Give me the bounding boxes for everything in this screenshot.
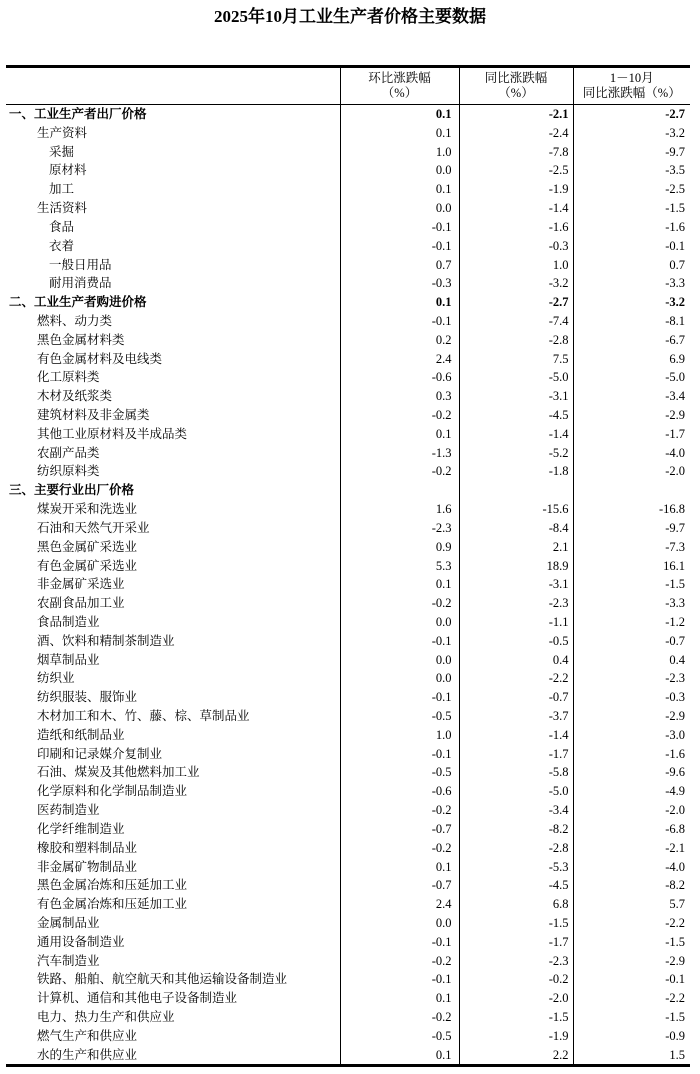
ytd-value: -4.0 [573, 858, 690, 877]
yoy-value: -2.7 [459, 293, 573, 312]
header-ytd-column [573, 67, 690, 105]
table-row [6, 387, 690, 406]
ytd-value: -0.7 [573, 632, 690, 651]
row-label: 采掘 [49, 144, 75, 159]
table-row [6, 161, 690, 180]
ytd-value: -2.9 [573, 952, 690, 971]
yoy-value: 2.1 [459, 538, 573, 557]
yoy-value: -4.5 [459, 876, 573, 895]
mom-value: 0.9 [340, 538, 459, 557]
table-row [6, 688, 690, 707]
mom-value: -0.2 [340, 462, 459, 481]
row-label: 通用设备制造业 [37, 934, 125, 949]
mom-value: -0.1 [340, 312, 459, 331]
mom-value: 2.4 [340, 350, 459, 369]
yoy-value: -1.4 [459, 425, 573, 444]
yoy-value: -2.3 [459, 594, 573, 613]
mom-value: -1.3 [340, 444, 459, 463]
table-row [6, 745, 690, 764]
ytd-value: -0.3 [573, 688, 690, 707]
table-row [6, 876, 690, 895]
row-label: 农副食品加工业 [37, 596, 125, 611]
yoy-value: 6.8 [459, 895, 573, 914]
ytd-value: -0.1 [573, 970, 690, 989]
row-label: 食品制造业 [37, 614, 100, 629]
row-label: 医药制造业 [37, 803, 100, 818]
ytd-value: -4.0 [573, 444, 690, 463]
yoy-value: -3.4 [459, 801, 573, 820]
ytd-value: 0.4 [573, 651, 690, 670]
yoy-value: -3.7 [459, 707, 573, 726]
yoy-value: -0.2 [459, 970, 573, 989]
table-row [6, 669, 690, 688]
header-ytd-line2: 同比涨跌幅（%） [582, 86, 681, 100]
ytd-value: -9.6 [573, 763, 690, 782]
header-mom-line2: （%） [381, 86, 418, 100]
table-row [6, 952, 690, 971]
table-body [6, 105, 690, 1066]
ytd-value: 0.7 [573, 256, 690, 275]
row-label: 黑色金属材料类 [37, 332, 125, 347]
table-row [6, 970, 690, 989]
yoy-value: -2.2 [459, 669, 573, 688]
yoy-value: -0.7 [459, 688, 573, 707]
row-label: 非金属矿物制品业 [37, 859, 138, 874]
table-row [6, 820, 690, 839]
table-row [6, 481, 690, 500]
yoy-value: -1.9 [459, 1027, 573, 1046]
ytd-value: -2.0 [573, 462, 690, 481]
row-label: 非金属矿采选业 [37, 577, 125, 592]
row-label: 汽车制造业 [37, 953, 100, 968]
ytd-value: 5.7 [573, 895, 690, 914]
ytd-value: -1.6 [573, 745, 690, 764]
mom-value: 0.1 [340, 858, 459, 877]
ytd-value: 1.5 [573, 1046, 690, 1066]
mom-value: 1.6 [340, 500, 459, 519]
ytd-value: -2.9 [573, 707, 690, 726]
row-label: 烟草制品业 [37, 652, 100, 667]
table-row [6, 425, 690, 444]
mom-value: -0.1 [340, 745, 459, 764]
table-row [6, 613, 690, 632]
yoy-value: 18.9 [459, 557, 573, 576]
yoy-value: -4.5 [459, 406, 573, 425]
mom-value: 0.1 [340, 1046, 459, 1066]
yoy-value: -1.4 [459, 199, 573, 218]
yoy-value: -1.5 [459, 1008, 573, 1027]
row-label: 纺织原料类 [37, 464, 100, 479]
ytd-value: -3.5 [573, 161, 690, 180]
ytd-value: -0.9 [573, 1027, 690, 1046]
table-row [6, 180, 690, 199]
yoy-value: -5.8 [459, 763, 573, 782]
row-label: 有色金属材料及电线类 [37, 351, 163, 366]
header-yoy-line2: （%） [498, 86, 534, 100]
row-label: 纺织服装、服饰业 [37, 690, 138, 705]
row-label: 印刷和记录媒介复制业 [37, 746, 163, 761]
table-row [6, 1046, 690, 1066]
yoy-value: 2.2 [459, 1046, 573, 1066]
yoy-value: -7.4 [459, 312, 573, 331]
mom-value: 0.0 [340, 669, 459, 688]
yoy-value: -5.0 [459, 782, 573, 801]
row-label: 三、主要行业出厂价格 [9, 483, 135, 498]
yoy-value: -7.8 [459, 143, 573, 162]
yoy-value: -5.2 [459, 444, 573, 463]
ytd-value: -1.5 [573, 575, 690, 594]
table-row [6, 858, 690, 877]
table-row [6, 256, 690, 275]
table-row [6, 312, 690, 331]
mom-value: 0.0 [340, 651, 459, 670]
ytd-value: -8.1 [573, 312, 690, 331]
row-label: 燃料、动力类 [37, 313, 113, 328]
mom-value: 1.0 [340, 726, 459, 745]
yoy-value: -15.6 [459, 500, 573, 519]
header-label-column [6, 67, 340, 105]
table-row [6, 575, 690, 594]
row-label: 一、工业生产者出厂价格 [9, 107, 147, 121]
row-label: 化工原料类 [37, 370, 100, 385]
ytd-value: 6.9 [573, 350, 690, 369]
row-label: 化学原料和化学制品制造业 [37, 784, 188, 799]
mom-value: -0.2 [340, 839, 459, 858]
mom-value: 0.0 [340, 161, 459, 180]
table-row [6, 801, 690, 820]
row-label: 黑色金属冶炼和压延加工业 [37, 878, 188, 893]
table-row [6, 557, 690, 576]
ytd-value: -2.2 [573, 914, 690, 933]
row-label: 木材加工和木、竹、藤、棕、草制品业 [37, 709, 250, 723]
yoy-value: -1.1 [459, 613, 573, 632]
ytd-value: -2.1 [573, 839, 690, 858]
mom-value [340, 481, 459, 500]
mom-value: -0.1 [340, 237, 459, 256]
mom-value: 0.1 [340, 180, 459, 199]
mom-value: 2.4 [340, 895, 459, 914]
table-row [6, 199, 690, 218]
yoy-value: -5.0 [459, 368, 573, 387]
row-label: 黑色金属矿采选业 [37, 539, 138, 554]
mom-value: 0.1 [340, 293, 459, 312]
row-label: 农副产品类 [37, 445, 100, 460]
ytd-value [573, 481, 690, 500]
mom-value: -0.3 [340, 274, 459, 293]
yoy-value: -2.3 [459, 952, 573, 971]
row-label: 原材料 [49, 163, 87, 178]
yoy-value: 1.0 [459, 256, 573, 275]
yoy-value [459, 481, 573, 500]
yoy-value: -2.0 [459, 989, 573, 1008]
ytd-value: -1.7 [573, 425, 690, 444]
ytd-value: -4.9 [573, 782, 690, 801]
row-label: 造纸和纸制品业 [37, 727, 125, 742]
mom-value: -0.5 [340, 707, 459, 726]
row-label: 耐用消费品 [49, 276, 112, 291]
table-row [6, 782, 690, 801]
row-label: 计算机、通信和其他电子设备制造业 [37, 991, 238, 1006]
table-row [6, 1008, 690, 1027]
table-row [6, 763, 690, 782]
mom-value: -0.7 [340, 876, 459, 895]
row-label: 生活资料 [37, 201, 88, 216]
row-label: 化学纤维制造业 [37, 821, 125, 836]
mom-value: -0.5 [340, 1027, 459, 1046]
yoy-value: -0.5 [459, 632, 573, 651]
ytd-value: -2.3 [573, 669, 690, 688]
row-label: 一般日用品 [49, 257, 112, 272]
yoy-value: -0.3 [459, 237, 573, 256]
row-label: 木材及纸浆类 [37, 389, 113, 404]
row-label: 电力、热力生产和供应业 [37, 1010, 175, 1024]
mom-value: -0.1 [340, 632, 459, 651]
table-row [6, 331, 690, 350]
page-title: 2025年10月工业生产者价格主要数据 [214, 7, 486, 26]
row-label: 铁路、船舶、航空航天和其他运输设备制造业 [37, 972, 288, 987]
ytd-value: -2.7 [573, 105, 690, 124]
table-row [6, 293, 690, 312]
row-label: 食品 [49, 219, 75, 234]
ytd-value: 16.1 [573, 557, 690, 576]
mom-value: 0.1 [340, 575, 459, 594]
yoy-value: 7.5 [459, 350, 573, 369]
table-row [6, 726, 690, 745]
yoy-value: -1.9 [459, 180, 573, 199]
ytd-value: -0.1 [573, 237, 690, 256]
ytd-value: -8.2 [573, 876, 690, 895]
mom-value: 0.1 [340, 425, 459, 444]
header-row [6, 67, 690, 105]
ytd-value: -1.6 [573, 218, 690, 237]
ytd-value: -6.7 [573, 331, 690, 350]
yoy-value: -1.7 [459, 745, 573, 764]
mom-value: -0.1 [340, 933, 459, 952]
yoy-value: -1.4 [459, 726, 573, 745]
table-row [6, 105, 690, 124]
ytd-value: -2.5 [573, 180, 690, 199]
table-row [6, 143, 690, 162]
row-label: 橡胶和塑料制品业 [37, 840, 138, 855]
mom-value: -0.2 [340, 952, 459, 971]
row-label: 水的生产和供应业 [37, 1047, 138, 1062]
mom-value: -0.6 [340, 782, 459, 801]
header-yoy-column [459, 67, 573, 105]
table-row [6, 237, 690, 256]
yoy-value: 0.4 [459, 651, 573, 670]
row-label: 纺织业 [37, 671, 75, 686]
row-label: 有色金属冶炼和压延加工业 [37, 897, 188, 912]
ytd-value: -7.3 [573, 538, 690, 557]
ytd-value: -5.0 [573, 368, 690, 387]
table-row [6, 594, 690, 613]
header-yoy-line1: 同比涨跌幅 [484, 70, 548, 85]
price-table [6, 65, 690, 1067]
yoy-value: -2.8 [459, 839, 573, 858]
row-label: 酒、饮料和精制茶制造业 [37, 633, 175, 648]
table-row [6, 933, 690, 952]
mom-value: 0.1 [340, 105, 459, 124]
table-row [6, 444, 690, 463]
yoy-value: -1.6 [459, 218, 573, 237]
ytd-value: -3.0 [573, 726, 690, 745]
mom-value: -0.1 [340, 970, 459, 989]
table-row [6, 462, 690, 481]
ytd-value: -3.4 [573, 387, 690, 406]
header-mom-line1: 环比涨跌幅 [368, 70, 431, 85]
row-label: 金属制品业 [37, 915, 100, 930]
mom-value: -0.1 [340, 688, 459, 707]
row-label: 石油、煤炭及其他燃料加工业 [37, 765, 200, 780]
row-label: 煤炭开采和洗选业 [37, 502, 138, 517]
row-label: 衣着 [49, 238, 75, 253]
table-row [6, 1027, 690, 1046]
ytd-value: -1.5 [573, 199, 690, 218]
mom-value: 0.1 [340, 124, 459, 143]
row-label: 燃气生产和供应业 [37, 1028, 138, 1043]
table-row [6, 124, 690, 143]
ytd-value: -9.7 [573, 519, 690, 538]
table-header [6, 67, 690, 105]
ytd-value: -6.8 [573, 820, 690, 839]
yoy-value: -1.7 [459, 933, 573, 952]
table-row [6, 651, 690, 670]
table-row [6, 895, 690, 914]
mom-value: -0.2 [340, 801, 459, 820]
row-label: 加工 [49, 182, 75, 197]
mom-value: 0.0 [340, 613, 459, 632]
ytd-value: -16.8 [573, 500, 690, 519]
ytd-value: -1.5 [573, 1008, 690, 1027]
mom-value: -0.1 [340, 218, 459, 237]
table-row [6, 914, 690, 933]
yoy-value: -3.2 [459, 274, 573, 293]
ytd-value: -3.2 [573, 293, 690, 312]
mom-value: 0.0 [340, 914, 459, 933]
yoy-value: -1.8 [459, 462, 573, 481]
mom-value: 0.1 [340, 989, 459, 1008]
mom-value: 5.3 [340, 557, 459, 576]
table-row [6, 989, 690, 1008]
ytd-value: -1.2 [573, 613, 690, 632]
mom-value: 0.0 [340, 199, 459, 218]
row-label: 建筑材料及非金属类 [37, 408, 150, 422]
row-label: 有色金属矿采选业 [37, 558, 138, 573]
mom-value: 1.0 [340, 143, 459, 162]
yoy-value: -8.4 [459, 519, 573, 538]
mom-value: -0.2 [340, 1008, 459, 1027]
mom-value: 0.3 [340, 387, 459, 406]
table-row [6, 218, 690, 237]
ytd-value: -3.3 [573, 594, 690, 613]
mom-value: -0.2 [340, 594, 459, 613]
mom-value: 0.2 [340, 331, 459, 350]
table-row [6, 632, 690, 651]
mom-value: -0.2 [340, 406, 459, 425]
ytd-value: -3.3 [573, 274, 690, 293]
yoy-value: -5.3 [459, 858, 573, 877]
table-row [6, 500, 690, 519]
yoy-value: -8.2 [459, 820, 573, 839]
yoy-value: -2.1 [459, 105, 573, 124]
yoy-value: -2.4 [459, 124, 573, 143]
table-row [6, 538, 690, 557]
header-ytd-line1: 1－10月 [609, 70, 654, 85]
table-row [6, 707, 690, 726]
table-row [6, 368, 690, 387]
row-label: 二、工业生产者购进价格 [9, 295, 147, 310]
table-row [6, 406, 690, 425]
table-row [6, 839, 690, 858]
table-row [6, 350, 690, 369]
ytd-value: -2.9 [573, 406, 690, 425]
ytd-value: -3.2 [573, 124, 690, 143]
mom-value: -2.3 [340, 519, 459, 538]
table-row [6, 274, 690, 293]
ytd-value: -1.5 [573, 933, 690, 952]
yoy-value: -3.1 [459, 387, 573, 406]
ytd-value: -2.2 [573, 989, 690, 1008]
yoy-value: -2.8 [459, 331, 573, 350]
header-mom-column [340, 67, 459, 105]
table-row [6, 519, 690, 538]
row-label: 石油和天然气开采业 [37, 520, 150, 535]
ytd-value: -9.7 [573, 143, 690, 162]
yoy-value: -2.5 [459, 161, 573, 180]
mom-value: -0.6 [340, 368, 459, 387]
mom-value: 0.7 [340, 256, 459, 275]
yoy-value: -1.5 [459, 914, 573, 933]
row-label: 生产资料 [37, 125, 88, 140]
row-label: 其他工业原材料及半成品类 [37, 426, 188, 441]
mom-value: -0.5 [340, 763, 459, 782]
ytd-value: -2.0 [573, 801, 690, 820]
mom-value: -0.7 [340, 820, 459, 839]
yoy-value: -3.1 [459, 575, 573, 594]
